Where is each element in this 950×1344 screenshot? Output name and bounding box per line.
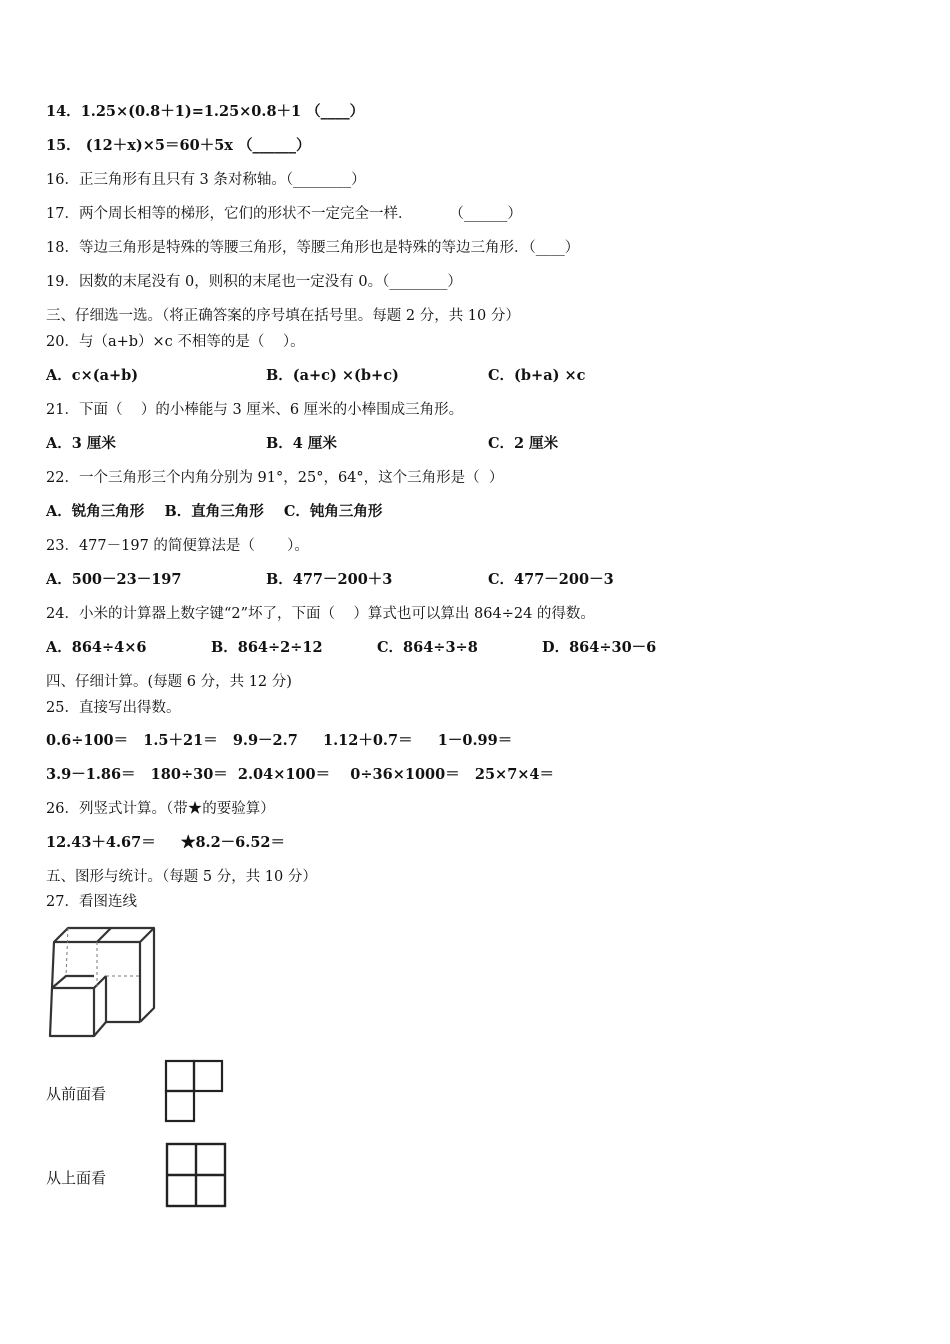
section-3-title: 三、仔细选一选。（将正确答案的序号填在括号里。每题 2 分，共 10 分） [46,308,520,324]
question-17 [46,204,522,224]
question-24: 24．小米的计算器上数字键“2”坏了，下面（ ）算式也可以算出 864÷24 的得数。 [46,606,595,622]
q-text: 因数的末尾没有 0，则积的末尾也一定没有 0。（________） [78,274,462,290]
q26-row: 12.43＋4.67＝ ★8.2－6.52＝ [46,834,286,851]
q-num: 18． [46,240,79,256]
q-num: 15． [46,137,81,154]
question-27: 27．看图连线 [46,894,137,910]
question-19 [46,272,462,292]
q24-option-b: B．864÷2÷12 [211,639,323,656]
q-text: 正三角形有且只有 3 条对称轴。（________） [78,172,366,188]
q21-option-c: C．2 厘米 [488,435,559,452]
question-26: 26．列竖式计算。（带★的要验算） [46,801,275,817]
q23-option-c: C．477－200－3 [488,571,614,588]
q-num: 16． [46,172,79,188]
q-text: (12＋x)×5＝60＋5x （______） [80,137,311,154]
q20-option-b: B．(a+c) ×(b+c) [266,367,399,384]
front-view-label: 从前面看 [46,1085,107,1103]
question-18 [46,238,579,258]
question-20: 20．与（a+b）×c 不相等的是（ ）。 [46,334,305,350]
question-21: 21．下面（ ）的小棒能与 3 厘米、6 厘米的小棒围成三角形。 [46,402,464,418]
question-15 [46,136,310,156]
cube-stack-figure [44,924,162,1042]
front-view-figure [163,1058,227,1126]
q25-row-2: 3.9－1.86＝ 180÷30＝ 2.04×100＝ 0÷36×1000＝ 25×7×4＝ [46,766,555,783]
question-16 [46,170,366,190]
q22-options: A．锐角三角形 B．直角三角形 C．钝角三角形 [46,503,383,520]
question-23: 23．477－197 的简便算法是（ ）。 [46,538,309,554]
q20-option-c: C．(b+a) ×c [488,367,586,384]
q20-option-a: A．c×(a+b) [46,367,139,384]
top-view-label: 从上面看 [46,1169,107,1187]
q-num: 19． [46,274,79,290]
q-text: 等边三角形是特殊的等腰三角形，等腰三角形也是特殊的等边三角形．（____） [78,240,580,256]
q-num: 14． [46,103,81,120]
question-22: 22．一个三角形三个内角分别为 91°，25°，64°，这个三角形是（ ） [46,470,504,486]
q23-option-b: B．477－200＋3 [266,571,393,588]
question-25: 25．直接写出得数。 [46,700,181,716]
q-text: 两个周长相等的梯形，它们的形状不一定完全一样． （______） [78,206,522,222]
q24-option-a: A．864÷4×6 [46,639,147,656]
q-num: 17． [46,206,79,222]
section-4-title: 四、仔细计算。(每题 6 分，共 12 分) [46,674,292,690]
q-text: 1.25×(0.8＋1)=1.25×0.8＋1 （____） [80,103,365,120]
q21-option-b: B．4 厘米 [266,435,337,452]
top-view-figure [163,1140,229,1210]
q21-option-a: A．3 厘米 [46,435,116,452]
q24-option-d: D．864÷30－6 [542,639,657,656]
q24-option-c: C．864÷3÷8 [377,639,478,656]
section-5-title: 五、图形与统计。（每题 5 分，共 10 分） [46,869,317,885]
question-14 [46,102,364,122]
q25-row-1: 0.6÷100＝ 1.5＋21＝ 9.9－2.7 1.12＋0.7＝ 1－0.99＝ [46,732,513,749]
q23-option-a: A．500－23－197 [46,571,182,588]
